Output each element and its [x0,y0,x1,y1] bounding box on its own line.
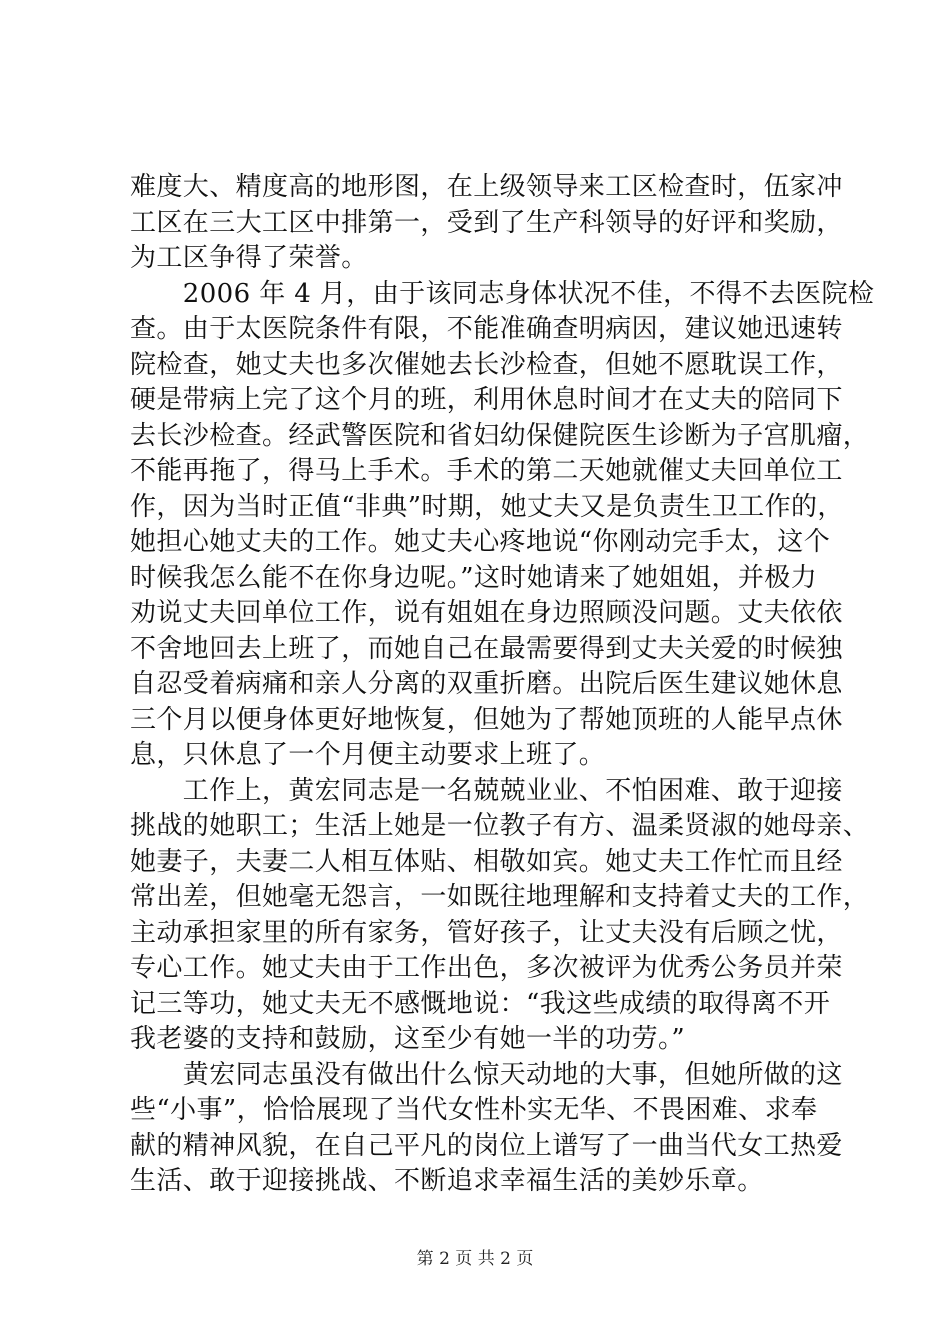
text-line: 主动承担家里的所有家务，管好孩子，让丈夫没有后顾之忧， [130,917,843,948]
page-number-label: 第 2 页 共 2 页 [416,1249,534,1269]
text-line: 硬是带病上完了这个月的班，利用休息时间才在丈夫的陪同下 [130,385,843,415]
text-line: 查。由于太医院条件有限，不能准确查明病因，建议她迅速转 [130,314,843,344]
text-line: 黄宏同志虽没有做出什么惊天动地的大事，但她所做的这 [130,1059,843,1090]
text-line: 难度大、精度高的地形图，在上级领导来工区检查时，伍家冲 [130,172,843,202]
text-line: 生活、敢于迎接挑战、不断追求幸福生活的美妙乐章。 [130,1166,764,1196]
text-line: 时候我怎么能不在你身边呢。”这时她请来了她姐姐，并极力 [130,562,818,593]
text-line: 2006 年 4 月，由于该同志身体状况不佳，不得不去医院检 [130,278,875,309]
text-line: 专心工作。她丈夫由于工作出色，多次被评为优秀公务员并荣 [130,953,843,983]
text-line: 我老婆的支持和鼓励，这至少有她一半的功劳。” [130,1024,686,1054]
text-line: 工区在三大工区中排第一，受到了生产科领导的好评和奖励， [130,207,843,238]
text-line: 挑战的她职工；生活上她是一位教子有方、温柔贤淑的她母亲、 [130,811,870,841]
text-line: 为工区争得了荣誉。 [130,243,368,273]
text-line: 劝说丈夫回单位工作，说有姐姐在身边照顾没问题。丈夫依依 [130,598,843,628]
text-line: 记三等功，她丈夫无不感慨地说：“我这些成绩的取得离不开 [130,988,831,1019]
text-line: 去长沙检查。经武警医院和省妇幼保健院医生诊断为子宫肌瘤， [130,420,870,451]
text-line: 她担心她丈夫的工作。她丈夫心疼地说“你刚动完手太，这个 [130,527,831,557]
document-body [130,170,875,1200]
text-line: 常出差，但她毫无怨言，一如既往地理解和支持着丈夫的工作， [130,882,870,912]
text-line: 院检查，她丈夫也多次催她去长沙检查，但她不愿耽误工作， [130,349,843,380]
text-line: 自忍受着病痛和亲人分离的双重折磨。出院后医生建议她休息 [130,669,843,699]
text-line: 息，只休息了一个月便主动要求上班了。 [130,740,606,770]
text-line: 工作上，黄宏同志是一名兢兢业业、不怕困难、敢于迎接 [130,775,843,806]
page-footer [0,1244,950,1269]
text-line: 不舍地回去上班了，而她自己在最需要得到丈夫关爱的时候独 [130,633,843,664]
text-line: 她妻子，夫妻二人相互体贴、相敬如宾。她丈夫工作忙而且经 [130,846,843,877]
text-line: 作，因为当时正值“非典”时期，她丈夫又是负责生卫工作的， [130,491,844,522]
text-line: 三个月以便身体更好地恢复，但她为了帮她顶班的人能早点休 [130,704,843,735]
text-line: 不能再拖了，得马上手术。手术的第二天她就催丈夫回单位工 [130,456,843,486]
text-line: 献的精神风貌，在自己平凡的岗位上谱写了一曲当代女工热爱 [130,1130,843,1161]
text-line: 些“小事”，恰恰展现了当代女性朴实无华、不畏困难、求奉 [130,1095,818,1125]
